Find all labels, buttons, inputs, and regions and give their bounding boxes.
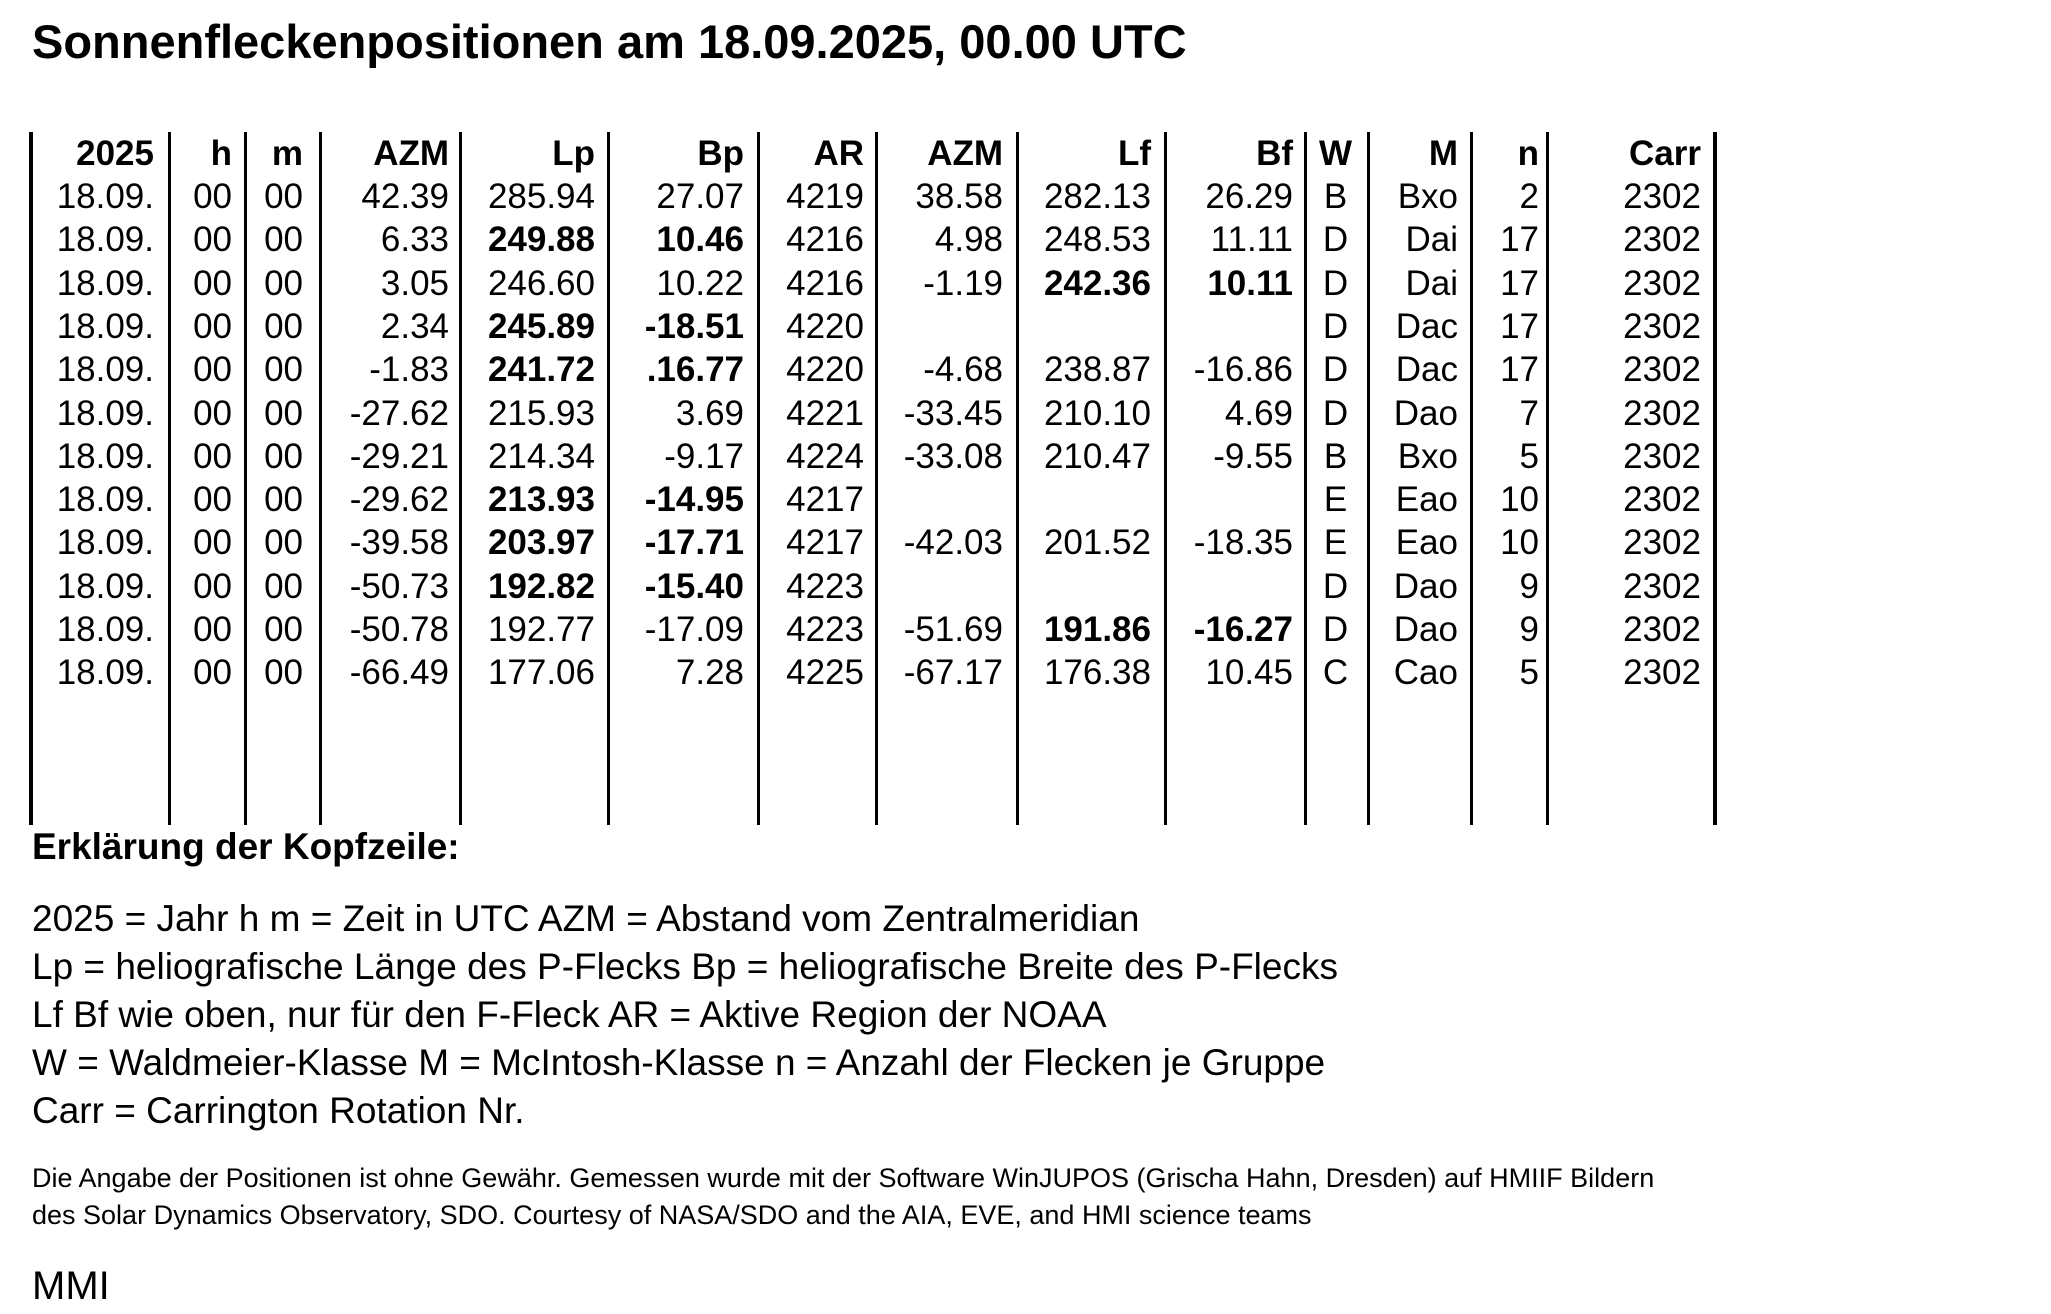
cell-hour: 00 (193, 306, 232, 346)
cell-lp: 203.97 (487, 523, 595, 563)
legend-title: Erklärung der Kopfzeile: (32, 826, 460, 867)
cell-count: 9 (1519, 610, 1539, 649)
cell-ar: 4220 (786, 350, 864, 390)
cell-azm-p: -29.21 (349, 436, 449, 476)
cell-count: 5 (1519, 436, 1539, 476)
cell-azm-p: -39.58 (349, 523, 449, 563)
cell-minute: 00 (264, 480, 303, 520)
cell-date: 18.09. (56, 220, 154, 260)
cell-azm-f: -67.17 (903, 653, 1003, 693)
cell-azm-f: -1.19 (923, 263, 1003, 303)
cell-bf: 11.11 (1210, 220, 1293, 260)
cell-carrington: 2302 (1623, 393, 1701, 433)
cell-hour: 00 (193, 480, 232, 520)
header-hour: h (210, 134, 232, 173)
header-waldmeier: W (1318, 134, 1353, 173)
cell-count: 5 (1519, 653, 1539, 693)
signature: MMI (32, 1264, 110, 1308)
cell-ar: 4223 (786, 566, 864, 606)
cell-lp: 214.34 (487, 436, 595, 476)
cell-date: 18.09. (56, 480, 154, 520)
cell-lp: 246.60 (487, 263, 595, 303)
cell-lf: 242.36 (1043, 263, 1151, 303)
cell-lp: 215.93 (487, 393, 595, 433)
cell-date: 18.09. (56, 566, 154, 606)
cell-bp: -17.09 (644, 610, 744, 649)
cell-lp: 177.06 (487, 653, 595, 693)
header-carrington: Carr (1629, 134, 1701, 173)
cell-count: 7 (1519, 393, 1539, 433)
cell-hour: 00 (193, 220, 232, 260)
header-count: n (1517, 134, 1539, 173)
cell-hour: 00 (193, 436, 232, 476)
cell-minute: 00 (264, 610, 303, 649)
cell-waldmeier: D (1322, 610, 1349, 649)
cell-lf: 210.10 (1043, 393, 1151, 433)
cell-lp: 192.77 (487, 610, 595, 649)
cell-count: 2 (1519, 177, 1539, 216)
cell-count: 10 (1500, 480, 1539, 520)
cell-azm-f: 4.98 (934, 220, 1003, 260)
cell-hour: 00 (193, 610, 232, 649)
cell-date: 18.09. (56, 263, 154, 303)
cell-ar: 4217 (786, 523, 864, 563)
legend-line: Carr = Carrington Rotation Nr. (32, 1090, 525, 1131)
cell-carrington: 2302 (1623, 350, 1701, 390)
cell-hour: 00 (193, 566, 232, 606)
cell-hour: 00 (193, 263, 232, 303)
cell-minute: 00 (264, 436, 303, 476)
cell-ar: 4221 (786, 393, 864, 433)
cell-lp: 192.82 (487, 566, 595, 606)
cell-hour: 00 (193, 653, 232, 693)
cell-waldmeier: B (1323, 436, 1348, 476)
cell-minute: 00 (264, 393, 303, 433)
cell-azm-p: -50.73 (349, 566, 449, 606)
cell-mcintosh: Dai (1405, 263, 1458, 303)
cell-lf: 176.38 (1043, 653, 1151, 693)
cell-bp: 7.28 (675, 653, 744, 693)
cell-ar: 4216 (786, 263, 864, 303)
cell-bf: -18.35 (1193, 523, 1293, 563)
cell-bp: -18.51 (644, 306, 744, 346)
cell-bf: 4.69 (1224, 393, 1293, 433)
cell-count: 9 (1519, 566, 1539, 606)
cell-mcintosh: Dac (1395, 350, 1458, 390)
cell-waldmeier: B (1323, 177, 1348, 216)
header-date: 2025 (76, 134, 154, 173)
cell-count: 17 (1500, 263, 1539, 303)
cell-date: 18.09. (56, 177, 154, 216)
header-minute: m (271, 134, 303, 173)
cell-lp: 241.72 (487, 350, 595, 390)
cell-azm-f: -4.68 (923, 350, 1003, 390)
cell-azm-f: -33.08 (903, 436, 1003, 476)
cell-lp: 249.88 (487, 220, 595, 260)
cell-lf: 238.87 (1043, 350, 1151, 390)
disclaimer-line: des Solar Dynamics Observatory, SDO. Courtesy of NASA/SDO and the AIA, EVE, and HMI science teams (32, 1200, 1312, 1230)
cell-lf: 210.47 (1043, 436, 1151, 476)
cell-minute: 00 (264, 653, 303, 693)
sunspot-table (29, 132, 1719, 825)
header-lp: Lp (552, 134, 595, 173)
cell-waldmeier: D (1322, 350, 1349, 390)
header-lf: Lf (1117, 134, 1151, 173)
column-divider (29, 132, 33, 825)
cell-ar: 4217 (786, 480, 864, 520)
legend-line: Lp = heliografische Länge des P-Flecks Bp = heliografische Breite des P-Flecks (32, 946, 1338, 987)
cell-waldmeier: D (1322, 393, 1349, 433)
cell-mcintosh: Dac (1395, 306, 1458, 346)
cell-ar: 4220 (786, 306, 864, 346)
cell-ar: 4216 (786, 220, 864, 260)
cell-mcintosh: Bxo (1397, 177, 1458, 216)
header-bp: Bp (697, 134, 744, 173)
cell-ar: 4219 (786, 177, 864, 216)
cell-lf: 248.53 (1043, 220, 1151, 260)
cell-date: 18.09. (56, 436, 154, 476)
cell-mcintosh: Dao (1393, 610, 1458, 649)
cell-waldmeier: D (1322, 220, 1349, 260)
cell-date: 18.09. (56, 393, 154, 433)
cell-azm-p: -66.49 (349, 653, 449, 693)
cell-hour: 00 (193, 523, 232, 563)
cell-minute: 00 (264, 263, 303, 303)
cell-azm-f: -42.03 (903, 523, 1003, 563)
cell-date: 18.09. (56, 350, 154, 390)
column-divider (1713, 132, 1717, 825)
cell-minute: 00 (264, 350, 303, 390)
header-azm-f: AZM (927, 134, 1003, 173)
cell-minute: 00 (264, 177, 303, 216)
cell-mcintosh: Eao (1395, 480, 1458, 520)
cell-carrington: 2302 (1623, 566, 1701, 606)
cell-minute: 00 (264, 220, 303, 260)
cell-waldmeier: D (1322, 263, 1349, 303)
cell-hour: 00 (193, 350, 232, 390)
cell-count: 17 (1500, 306, 1539, 346)
cell-mcintosh: Eao (1395, 523, 1458, 563)
header-mcintosh: M (1428, 134, 1458, 173)
cell-carrington: 2302 (1623, 177, 1701, 216)
cell-azm-f: 38.58 (915, 177, 1003, 216)
cell-bf: -16.27 (1193, 610, 1293, 649)
cell-bp: 10.46 (656, 220, 744, 260)
page-title: Sonnenfleckenpositionen am 18.09.2025, 00.00 UTC (32, 15, 1187, 68)
cell-date: 18.09. (56, 653, 154, 693)
cell-carrington: 2302 (1623, 523, 1701, 563)
cell-azm-p: -27.62 (349, 393, 449, 433)
cell-mcintosh: Dai (1405, 220, 1458, 260)
disclaimer-line: Die Angabe der Positionen ist ohne Gewähr. Gemessen wurde mit der Software WinJUPOS (Grischa Hahn, Dresden) auf HMIIF Bildern (32, 1163, 1655, 1193)
cell-hour: 00 (193, 177, 232, 216)
cell-carrington: 2302 (1623, 480, 1701, 520)
cell-carrington: 2302 (1623, 653, 1701, 693)
cell-bp: -9.17 (664, 436, 744, 476)
cell-waldmeier: D (1322, 306, 1349, 346)
cell-azm-p: 3.05 (380, 263, 449, 303)
cell-ar: 4224 (786, 436, 864, 476)
cell-date: 18.09. (56, 523, 154, 563)
cell-carrington: 2302 (1623, 263, 1701, 303)
cell-azm-p: 2.34 (380, 306, 449, 346)
cell-count: 17 (1500, 220, 1539, 260)
cell-bp: -14.95 (644, 480, 744, 520)
cell-lf: 201.52 (1043, 523, 1151, 563)
cell-hour: 00 (193, 393, 232, 433)
cell-azm-f: -51.69 (903, 610, 1003, 649)
cell-minute: 00 (264, 566, 303, 606)
cell-bp: 27.07 (656, 177, 744, 216)
cell-bp: 3.69 (675, 393, 744, 433)
legend-line: Lf Bf wie oben, nur für den F-Fleck AR = Aktive Region der NOAA (32, 994, 1107, 1035)
cell-carrington: 2302 (1623, 436, 1701, 476)
cell-lp: 245.89 (487, 306, 595, 346)
cell-waldmeier: E (1323, 523, 1348, 563)
cell-waldmeier: E (1323, 480, 1348, 520)
cell-date: 18.09. (56, 306, 154, 346)
cell-azm-f: -33.45 (903, 393, 1003, 433)
cell-azm-p: -1.83 (369, 350, 449, 390)
cell-bp: -15.40 (644, 566, 744, 606)
cell-azm-p: 42.39 (361, 177, 449, 216)
cell-bp: .16.77 (646, 350, 744, 390)
cell-lp: 213.93 (487, 480, 595, 520)
cell-azm-p: -29.62 (349, 480, 449, 520)
cell-bp: -17.71 (644, 523, 744, 563)
cell-ar: 4225 (786, 653, 864, 693)
cell-lf: 191.86 (1043, 610, 1151, 649)
cell-mcintosh: Dao (1393, 393, 1458, 433)
legend-line: W = Waldmeier-Klasse M = McIntosh-Klasse n = Anzahl der Flecken je Gruppe (32, 1042, 1326, 1083)
header-bf: Bf (1256, 134, 1293, 173)
cell-azm-p: 6.33 (380, 220, 449, 260)
cell-carrington: 2302 (1623, 220, 1701, 260)
cell-waldmeier: D (1322, 566, 1349, 606)
cell-waldmeier: C (1322, 653, 1349, 693)
cell-azm-p: -50.78 (349, 610, 449, 649)
cell-bf: 26.29 (1205, 177, 1293, 216)
cell-count: 17 (1500, 350, 1539, 390)
cell-bf: -9.55 (1213, 436, 1293, 476)
cell-date: 18.09. (56, 610, 154, 649)
cell-bp: 10.22 (656, 263, 744, 303)
cell-mcintosh: Cao (1393, 653, 1458, 693)
cell-bf: 10.45 (1205, 653, 1293, 693)
cell-bf: -16.86 (1193, 350, 1293, 390)
legend-line: 2025 = Jahr h m = Zeit in UTC AZM = Abstand vom Zentralmeridian (32, 898, 1140, 939)
header-azm-p: AZM (373, 134, 449, 173)
cell-mcintosh: Bxo (1397, 436, 1458, 476)
cell-minute: 00 (264, 523, 303, 563)
cell-carrington: 2302 (1623, 306, 1701, 346)
cell-minute: 00 (264, 306, 303, 346)
cell-lf: 282.13 (1043, 177, 1151, 216)
cell-count: 10 (1500, 523, 1539, 563)
cell-ar: 4223 (786, 610, 864, 649)
header-ar: AR (813, 134, 864, 173)
cell-carrington: 2302 (1623, 610, 1701, 649)
cell-bf: 10.11 (1207, 263, 1293, 303)
cell-mcintosh: Dao (1393, 566, 1458, 606)
cell-lp: 285.94 (487, 177, 595, 216)
